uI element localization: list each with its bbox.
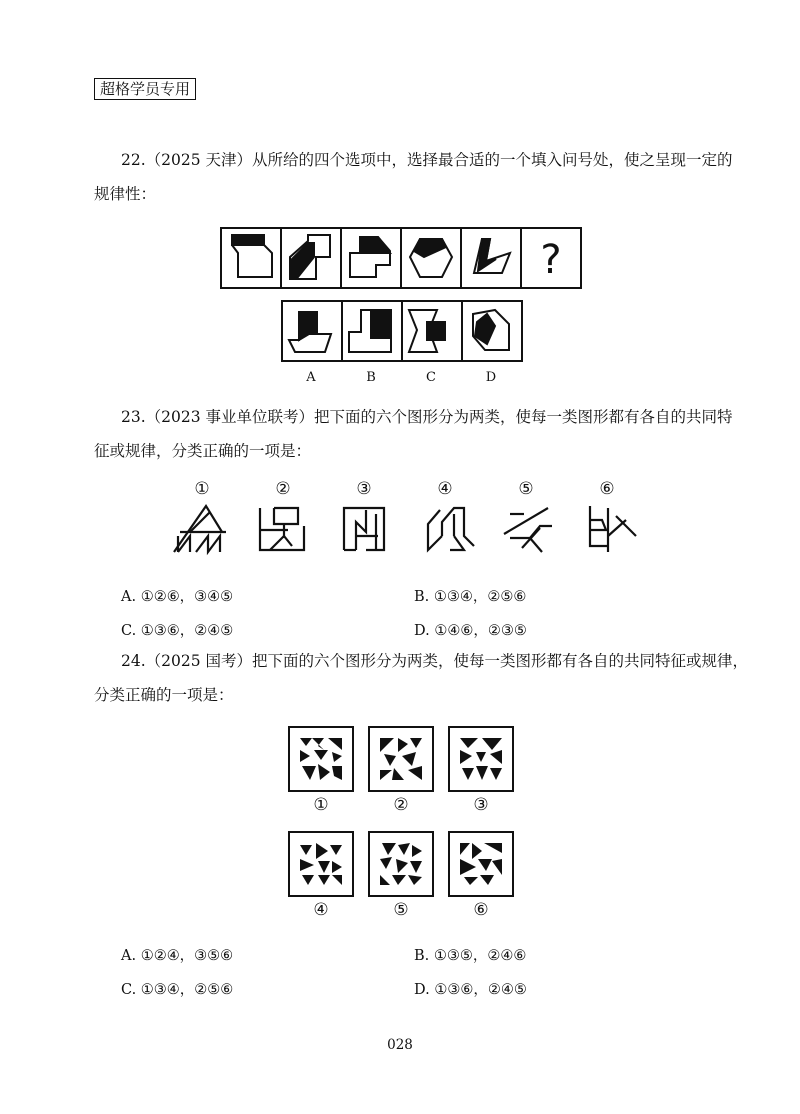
q22-question-mark: ? (540, 237, 562, 283)
q23-text-line2: 征或规律，分类正确的一项是： (94, 442, 312, 460)
q24-label-1: ① (313, 795, 329, 815)
q24-figure-4 (288, 831, 354, 897)
q23-answer-c[interactable]: C. ①③⑥，②④⑤ (121, 623, 234, 639)
q23-answer-b[interactable]: B. ①③④，②⑤⑥ (414, 589, 527, 605)
q22-option-c-figure (409, 310, 445, 352)
q22-figure-1 (232, 235, 272, 277)
q24-figure-1 (288, 726, 354, 792)
q22-figure-3 (350, 237, 390, 277)
q24-figure-3 (448, 726, 514, 792)
q24-figure-2 (368, 726, 434, 792)
q22-figure-2 (290, 235, 330, 279)
q22-text-line2: 规律性： (94, 185, 157, 203)
q22-text-line1: 22.（2025 天津）从所给的四个选项中，选择最合适的一个填入问号处，使之呈现一定的 (121, 151, 733, 169)
q24-figure-6 (448, 831, 514, 897)
q22-options-row (281, 300, 523, 362)
q23-label-2: ② (275, 479, 291, 499)
q24-answer-a[interactable]: A. ①②④，③⑤⑥ (121, 948, 234, 964)
q24-label-6: ⑥ (473, 900, 489, 920)
q24-answer-d[interactable]: D. ①③⑥，②④⑤ (414, 982, 527, 998)
q23-figure-4 (428, 508, 474, 550)
q24-figure-5 (368, 831, 434, 897)
q23-figures (170, 502, 640, 558)
q24-answer-b[interactable]: B. ①③⑤，②④⑥ (414, 948, 527, 964)
q23-figure-3 (344, 508, 384, 550)
q23-label-6: ⑥ (599, 479, 615, 499)
q23-figure-6 (590, 506, 636, 552)
q23-label-3: ③ (356, 479, 372, 499)
q23-label-1: ① (194, 479, 210, 499)
q24-label-2: ② (393, 795, 409, 815)
q23-answer-d[interactable]: D. ①④⑥，②③⑤ (414, 623, 527, 639)
q23-figure-5 (504, 508, 552, 552)
q22-option-b-figure (349, 310, 391, 352)
q23-figure-2 (260, 508, 304, 550)
q22-option-label-a: A (306, 370, 316, 385)
q22-option-a-figure (289, 312, 331, 352)
q23-figure-1 (174, 506, 226, 552)
q22-option-label-d: D (485, 370, 497, 385)
q22-option-label-c: C (426, 370, 436, 385)
q23-text-line1: 23.（2023 事业单位联考）把下面的六个图形分为两类，使每一类图形都有各自的共同特 (121, 408, 733, 426)
q22-option-label-b: B (366, 370, 376, 385)
q24-label-3: ③ (473, 795, 489, 815)
q22-option-d-figure (473, 310, 509, 350)
q22-figure-5 (474, 239, 510, 273)
q24-answer-c[interactable]: C. ①③④，②⑤⑥ (121, 982, 234, 998)
page-number: 028 (387, 1037, 413, 1053)
q24-label-4: ④ (313, 900, 329, 920)
q22-figure-4 (410, 239, 452, 277)
q24-text-line1: 24.（2025 国考）把下面的六个图形分为两类，使每一类图形都有各自的共同特征或规律， (121, 652, 749, 670)
q22-question-row (220, 227, 582, 289)
q23-label-4: ④ (437, 479, 453, 499)
q24-text-line2: 分类正确的一项是： (94, 686, 234, 704)
q23-label-5: ⑤ (518, 479, 534, 499)
member-only-tag: 超格学员专用 (94, 78, 196, 100)
q23-answer-a[interactable]: A. ①②⑥，③④⑤ (121, 589, 234, 605)
q24-label-5: ⑤ (393, 900, 409, 920)
